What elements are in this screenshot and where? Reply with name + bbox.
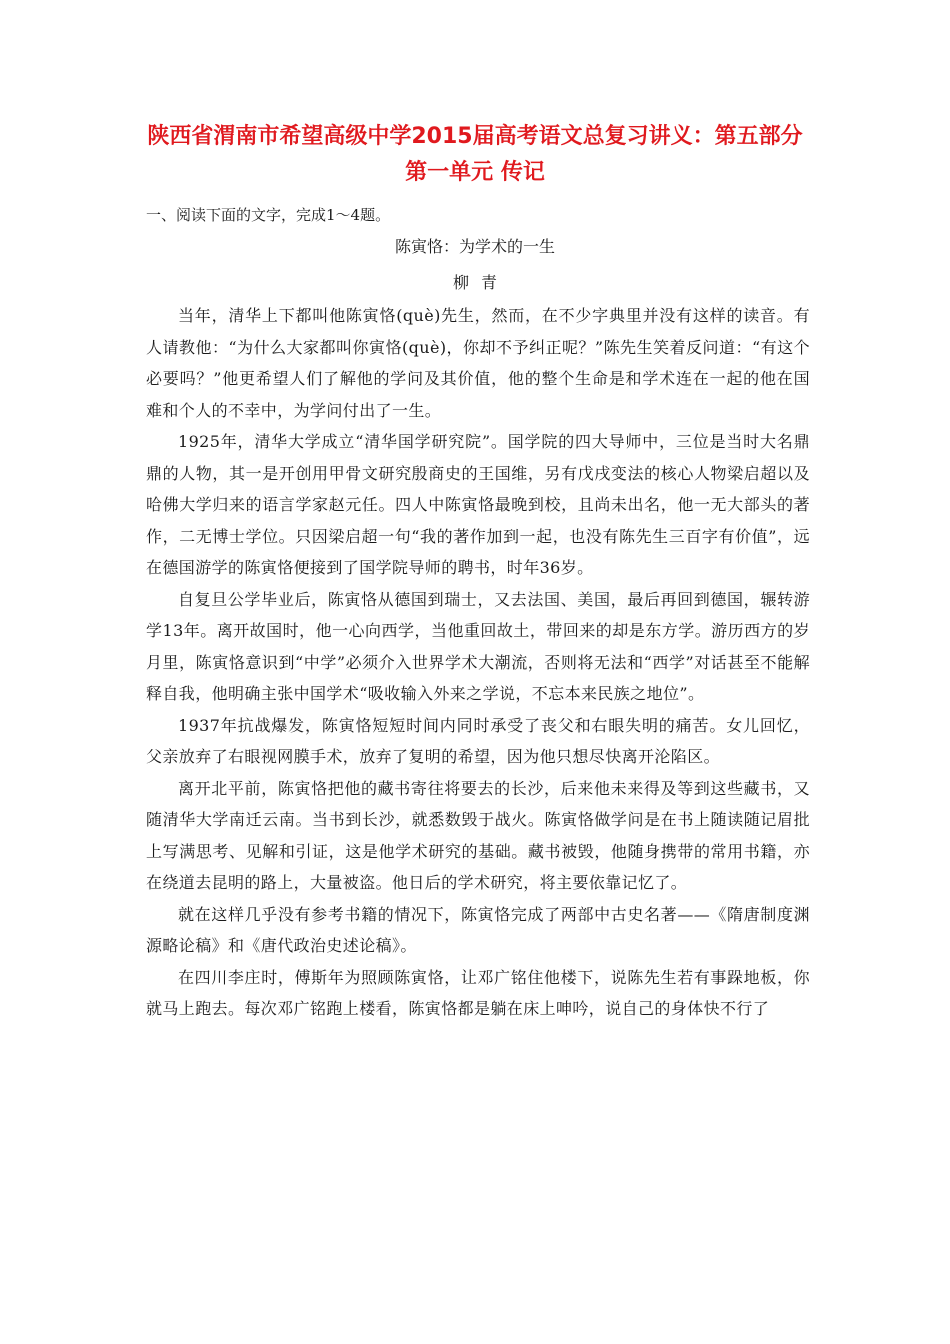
document-title-line-2: 第一单元 传记 — [405, 160, 545, 185]
article-body — [146, 300, 810, 1025]
article-title: 陈寅恪：为学术的一生 — [394, 237, 555, 256]
paragraph: 当年，清华上下都叫他陈寅恪(què)先生，然而，在不少字典里并没有这样的读音。有人请教他：“为什么大家都叫你寅恪(què)，你却不予纠正呢？”陈先生笑着反问道：“有这个必要吗？”他更希望人们了解他的学问及其价值，他的整个生命是和学术连在一起的他在国难和个人的不幸中，为学问付出了一生。 — [146, 306, 810, 420]
question-instruction: 一、阅读下面的文字，完成1～4题。 — [146, 206, 391, 224]
paragraph: 在四川李庄时，傅斯年为照顾陈寅恪，让邓广铭住他楼下，说陈先生若有事跺地板，你就马上跑去。每次邓广铭跑上楼看，陈寅恪都是躺在床上呻吟，说自己的身体快不行了 — [146, 967, 810, 1018]
article-author: 柳青 — [452, 273, 509, 292]
paragraph: 离开北平前，陈寅恪把他的藏书寄往将要去的长沙，后来他未来得及等到这些藏书，又随清华大学南迁云南。当书到长沙，就悉数毁于战火。陈寅恪做学问是在书上随读随记眉批上写满思考、见解和引证，这是他学术研究的基础。藏书被毁，他随身携带的常用书籍，亦在绕道去昆明的路上，大量被盗。他日后的学术研究，将主要依靠记忆了。 — [146, 778, 810, 892]
paragraph: 1925年，清华大学成立“清华国学研究院”。国学院的四大导师中，三位是当时大名鼎鼎的人物，其一是开创用甲骨文研究殷商史的王国维，另有戊戌变法的核心人物梁启超以及哈佛大学归来的语言学家赵元任。四人中陈寅恪最晚到校，且尚未出名，他一无大部头的著作，二无博士学位。只因梁启超一句“我的著作加到一起，也没有陈先生三百字有价值”，远在德国游学的陈寅恪便接到了国学院导师的聘书，时年36岁。 — [146, 432, 810, 577]
paragraph: 就在这样几乎没有参考书籍的情况下，陈寅恪完成了两部中古史名著——《隋唐制度渊源略论稿》和《唐代政治史述论稿》。 — [146, 904, 810, 955]
paragraph: 自复旦公学毕业后，陈寅恪从德国到瑞士，又去法国、美国，最后再回到德国，辗转游学13年。离开故国时，他一心向西学，当他重回故土，带回来的却是东方学。游历西方的岁月里，陈寅恪意识到“中学”必须介入世界学术大潮流，否则将无法和“西学”对话甚至不能解释自我，他明确主张中国学术“吸收输入外来之学说，不忘本来民族之地位”。 — [146, 589, 810, 703]
document-title-line-1: 陕西省渭南市希望高级中学2015届高考语文总复习讲义：第五部分 — [147, 124, 803, 149]
paragraph: 1937年抗战爆发，陈寅恪短短时间内同时承受了丧父和右眼失明的痛苦。女儿回忆，父亲放弃了右眼视网膜手术，放弃了复明的希望，因为他只想尽快离开沦陷区。 — [146, 715, 810, 766]
